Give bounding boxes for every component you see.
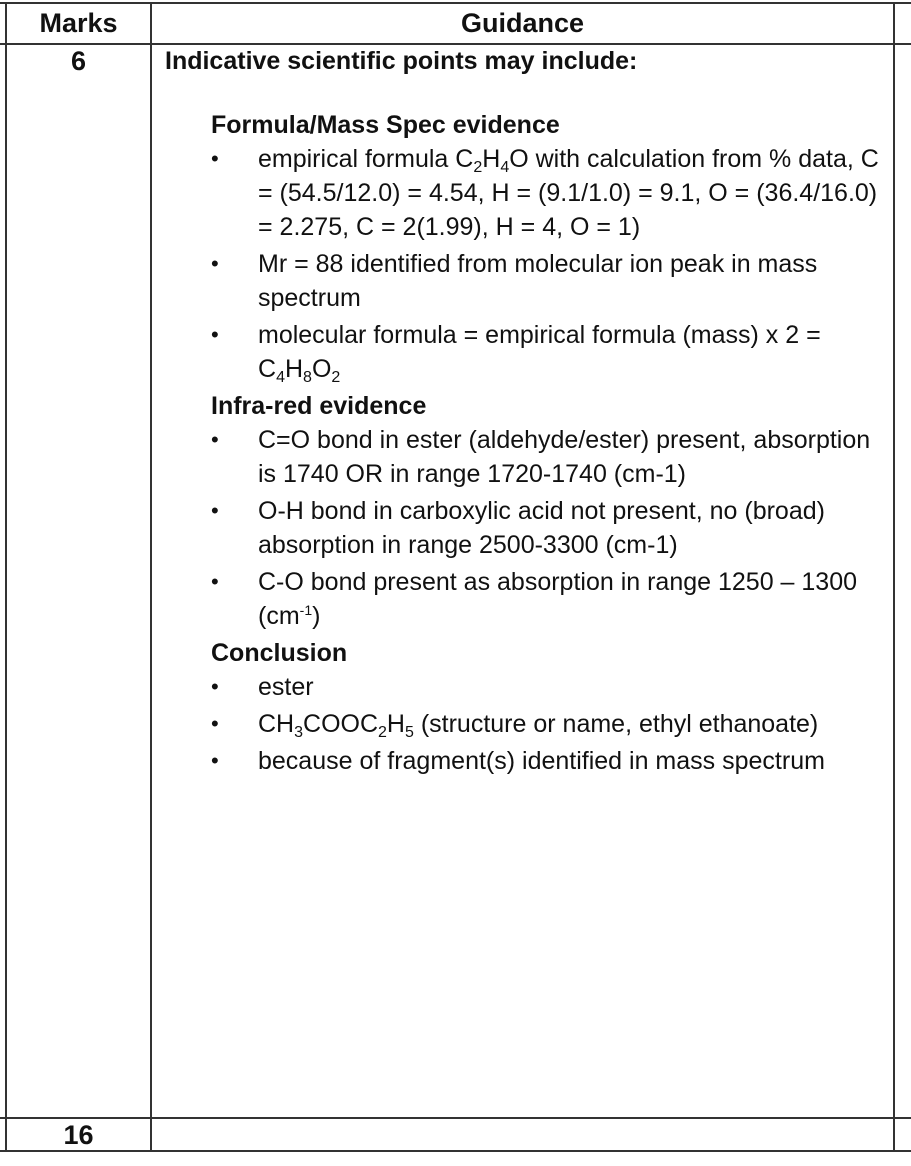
bullet-text: because of fragment(s) identified in mass spectrum — [258, 747, 825, 775]
guidance-intro: Indicative scientific points may include: — [165, 47, 638, 75]
bullet-text: $CH_3COOC_2H_5$ (structure or name, ethyl ethanoate) — [258, 710, 819, 741]
bullet-dot-icon: • — [211, 427, 219, 452]
total-marks: 16 — [63, 1120, 94, 1150]
list-item — [211, 707, 891, 741]
right-border — [893, 2, 895, 1152]
bullet-list — [211, 670, 891, 778]
bullet-dot-icon: • — [211, 569, 219, 594]
guidance-body — [211, 108, 891, 781]
bullet-text: empirical formula $C_2H_4O$ with calculation from % data, C = (54.5/12.0) = 4.54, H = (9.1/1.0) = 9.1, O = (36.4/16.0) = 2.275, C = 2(1.99), H = 4, O = 1) — [258, 145, 879, 241]
marks-value: 6 — [70, 46, 87, 76]
column-divider — [150, 2, 152, 1152]
left-border — [5, 2, 7, 1152]
bullet-text: C-O bond present as absorption in range 1250 – 1300 $(cm^{-1})$ — [258, 568, 858, 630]
bullet-text: C=O bond in ester (aldehyde/ester) present, absorption is 1740 OR in range 1720-1740 (cm-1) — [258, 426, 871, 488]
list-item — [211, 670, 891, 704]
list-item — [211, 247, 891, 315]
bullet-dot-icon: • — [211, 322, 219, 347]
bullet-list — [211, 423, 891, 633]
list-item — [211, 744, 891, 778]
bullet-dot-icon: • — [211, 711, 219, 736]
list-item — [211, 423, 891, 491]
list-item — [211, 494, 891, 562]
bullet-dot-icon: • — [211, 251, 219, 276]
marks-header: Marks — [39, 8, 118, 38]
bullet-dot-icon: • — [211, 674, 219, 699]
bullet-text: O-H bond in carboxylic acid not present, no (broad) absorption in range 2500-3300 (cm-1) — [258, 497, 825, 559]
bullet-text: molecular formula = empirical formula (mass) x $2 = C_4H_8O_2$ — [258, 321, 821, 386]
list-item — [211, 142, 891, 244]
section-title: Conclusion — [211, 639, 348, 667]
bullet-dot-icon: • — [211, 498, 219, 523]
bullet-dot-icon: • — [211, 146, 219, 171]
guidance-header: Guidance — [460, 8, 585, 38]
bullet-dot-icon: • — [211, 748, 219, 773]
table-top-border — [0, 2, 911, 4]
bullet-list — [211, 142, 891, 386]
section-title: Formula/Mass Spec evidence — [211, 111, 560, 139]
bullet-text: Mr = 88 identified from molecular ion peak in mass spectrum — [258, 250, 818, 312]
list-item — [211, 565, 891, 633]
list-item — [211, 318, 891, 386]
section-title: Infra-red evidence — [211, 392, 427, 420]
bullet-text: ester — [258, 673, 314, 701]
